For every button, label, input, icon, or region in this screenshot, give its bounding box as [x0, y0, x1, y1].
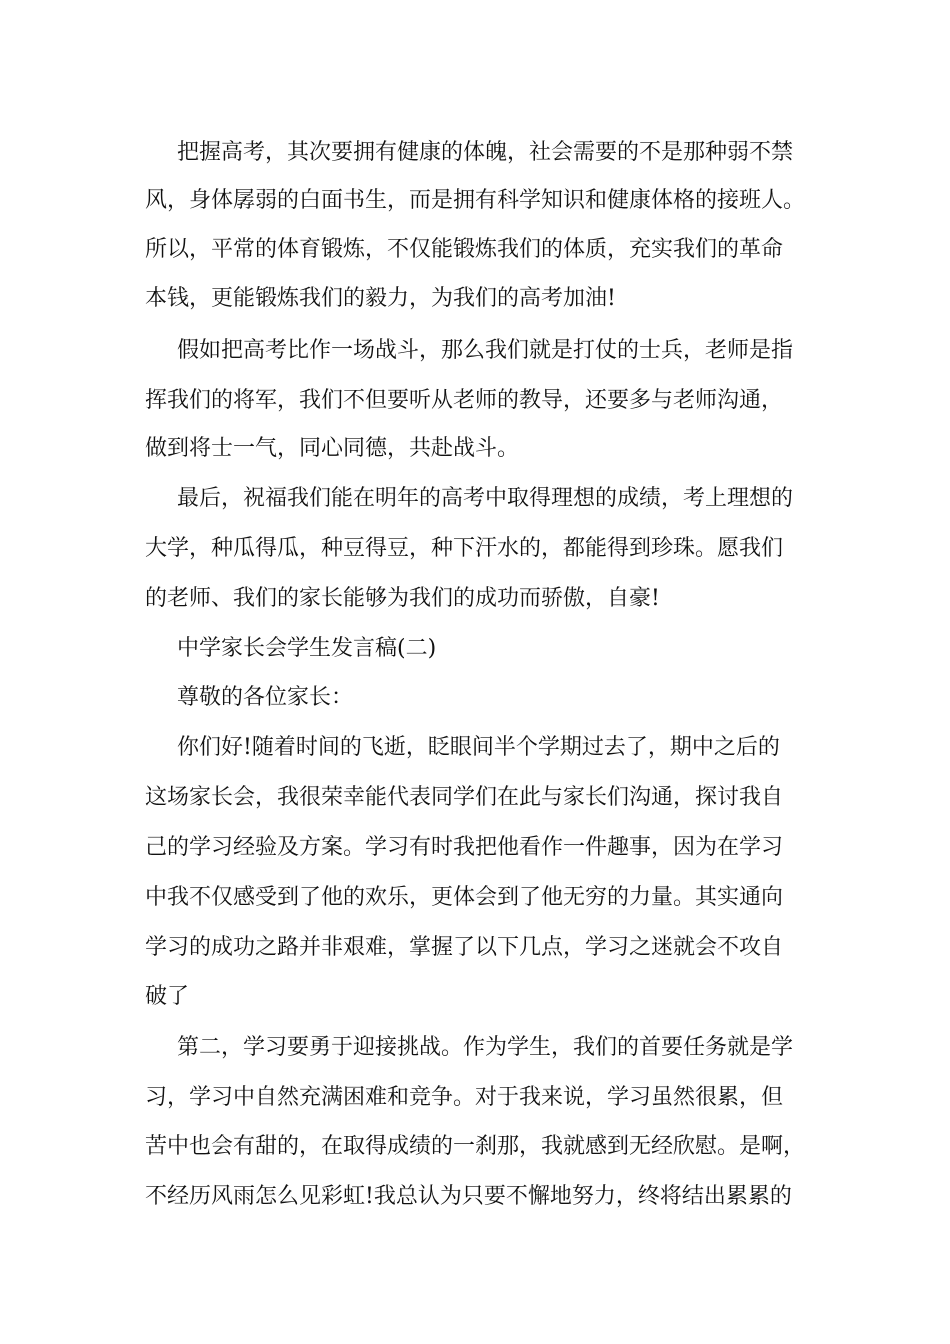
- paragraph-line: 破了: [145, 984, 190, 1009]
- paragraph-line: 中我不仅感受到了他的欢乐，更体会到了他无穷的力量。其实通向: [145, 885, 784, 910]
- paragraph-line: 苦中也会有甜的，在取得成绩的一刹那，我就感到无经欣慰。是啊，: [145, 1134, 806, 1159]
- paragraph-line: 最后，祝福我们能在明年的高考中取得理想的成绩，考上理想的: [177, 486, 794, 511]
- paragraph-line: 所以，平常的体育锻炼，不仅能锻炼我们的体质，充实我们的革命: [145, 237, 784, 262]
- salutation: 尊敬的各位家长：: [177, 685, 354, 710]
- paragraph-line: 这场家长会，我很荣幸能代表同学们在此与家长们沟通，探讨我自: [145, 785, 784, 810]
- paragraph-line: 本钱，更能锻炼我们的毅力，为我们的高考加油!: [145, 286, 616, 311]
- paragraph-line: 你们好!随着时间的飞逝，眨眼间半个学期过去了，期中之后的: [177, 735, 780, 760]
- section-title: 中学家长会学生发言稿(二): [177, 636, 437, 661]
- paragraph-line: 不经历风雨怎么见彩虹!我总认为只要不懈地努力，终将结出累累的: [145, 1184, 792, 1209]
- paragraph-line: 大学，种瓜得瓜，种豆得豆，种下汗水的，都能得到珍珠。愿我们: [145, 536, 784, 561]
- paragraph-line: 己的学习经验及方案。学习有时我把他看作一件趣事，因为在学习: [145, 835, 784, 860]
- paragraph-line: 第二，学习要勇于迎接挑战。作为学生，我们的首要任务就是学: [177, 1035, 794, 1060]
- paragraph-line: 假如把高考比作一场战斗，那么我们就是打仗的士兵，老师是指: [177, 338, 794, 363]
- paragraph-line: 的老师、我们的家长能够为我们的成功而骄傲，自豪!: [145, 586, 660, 611]
- paragraph-line: 风，身体孱弱的白面书生，而是拥有科学知识和健康体格的接班人。: [145, 188, 806, 213]
- paragraph-line: 做到将士一气，同心同德，共赴战斗。: [145, 436, 520, 461]
- paragraph-line: 学习的成功之路并非艰难，掌握了以下几点，学习之迷就会不攻自: [145, 935, 784, 960]
- paragraph-line: 把握高考，其次要拥有健康的体魄，社会需要的不是那种弱不禁: [177, 140, 794, 165]
- paragraph-line: 习，学习中自然充满困难和竞争。对于我来说，学习虽然很累，但: [145, 1085, 784, 1110]
- paragraph-line: 挥我们的将军，我们不但要听从老师的教导，还要多与老师沟通，: [145, 388, 784, 413]
